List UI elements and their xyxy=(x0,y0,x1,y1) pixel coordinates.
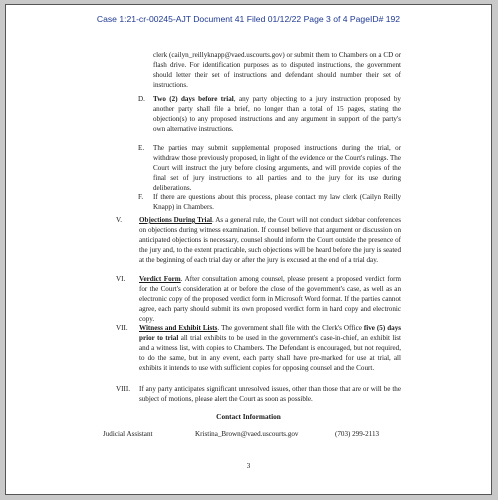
section-v-title: Objections During Trial xyxy=(139,216,212,224)
section-numeral-viii: VIII. xyxy=(116,385,130,393)
section-vii-text-a: . The government shall file with the Clerk's Office xyxy=(217,324,364,332)
item-label-e: E. xyxy=(138,144,145,152)
item-d-title: Two (2) days before trial xyxy=(153,95,234,103)
continuation-paragraph: clerk (cailyn_reillyknapp@vaed.uscourts.gov) or submit them to Chambers on a CD or flash drive. For identification purposes as to disputed instructions, the government should letter their set of instructions and defendant should number their set of instructions. xyxy=(153,51,401,89)
section-v-text: . As a general rule, the Court will not conduct sidebar conferences on objections during witness examination. If counsel believe that argument or discussion on anticipated objections is necessary, counsel should inform the Court outside the presence of the jury and, to the extent practicable, such objections will be heard before the jury is seated at the beginning of each trial day or after the jury is excused at the end of a trial day. xyxy=(139,216,401,264)
section-numeral-vii: VII. xyxy=(116,324,128,332)
section-vii-emphasis: five (5) days prior to trial xyxy=(139,324,402,342)
section-vi-text: . After consultation among counsel, please present a proposed verdict form for the Court's consideration at or before the close of the government's case, as well as an electronic copy of the proposed verdict form in Microsoft Word format. If the parties cannot agree, each party should submit its own proposed verdict form in hard copy and electronic copy. xyxy=(139,275,401,323)
case-header: Case 1:21-cr-00245-AJT Document 41 Filed 01/12/22 Page 3 of 4 PageID# 192 xyxy=(96,14,401,24)
section-viii-paragraph: If any party anticipates significant unresolved issues, other than those that are or will be the subject of motions, please alert the Court as soon as possible. xyxy=(139,385,401,403)
contact-role: Judicial Assistant xyxy=(103,430,153,438)
section-v-paragraph xyxy=(139,216,401,266)
item-label-d: D. xyxy=(138,95,145,103)
section-vii-title: Witness and Exhibit Lists xyxy=(139,324,218,332)
section-vi-title: Verdict Form xyxy=(139,275,181,283)
section-numeral-vi: VI. xyxy=(116,275,126,283)
section-numeral-v: V. xyxy=(116,216,122,224)
contact-email: Kristina_Brown@vaed.uscourts.gov xyxy=(195,430,299,438)
item-d-text: , any party objecting to a jury instruction proposed by another party shall file a brief, no longer than a total of 15 pages, stating the objection(s) to any proposed instructions and any argument in support of the party's own alternative instructions. xyxy=(153,95,401,133)
section-vi-paragraph xyxy=(139,275,401,325)
contact-phone: (703) 299-2113 xyxy=(335,430,380,438)
item-label-f: F. xyxy=(138,193,144,201)
item-e-paragraph: The parties may submit supplemental proposed instructions during the trial, or withdraw those previously proposed, in light of the evidence or the Court's rulings. The Court will instruct the jury before closing arguments, and will provide copies of the final set of jury instructions to all parties and to the jury for its use during deliberations. xyxy=(153,144,402,192)
section-vii-text-b: all trial exhibits to be used in the government's case-in-chief, an exhibit list and a witness list, with copies to Chambers. The Defendant is encouraged, but not required, to do the same, but in any event, each party shall have pre-marked for use at trial, all exhibits it intends to use with sufficient copies for opposing counsel and the Court. xyxy=(139,333,402,372)
section-vii-paragraph xyxy=(139,324,401,374)
item-d-paragraph xyxy=(153,95,401,135)
contact-title: Contact Information xyxy=(216,412,281,421)
page-number: 3 xyxy=(246,461,251,470)
item-f-paragraph: If there are questions about this process, please contact my law clerk (Cailyn Reilly Knapp) in Chambers. xyxy=(153,193,401,211)
document-page xyxy=(5,4,492,495)
